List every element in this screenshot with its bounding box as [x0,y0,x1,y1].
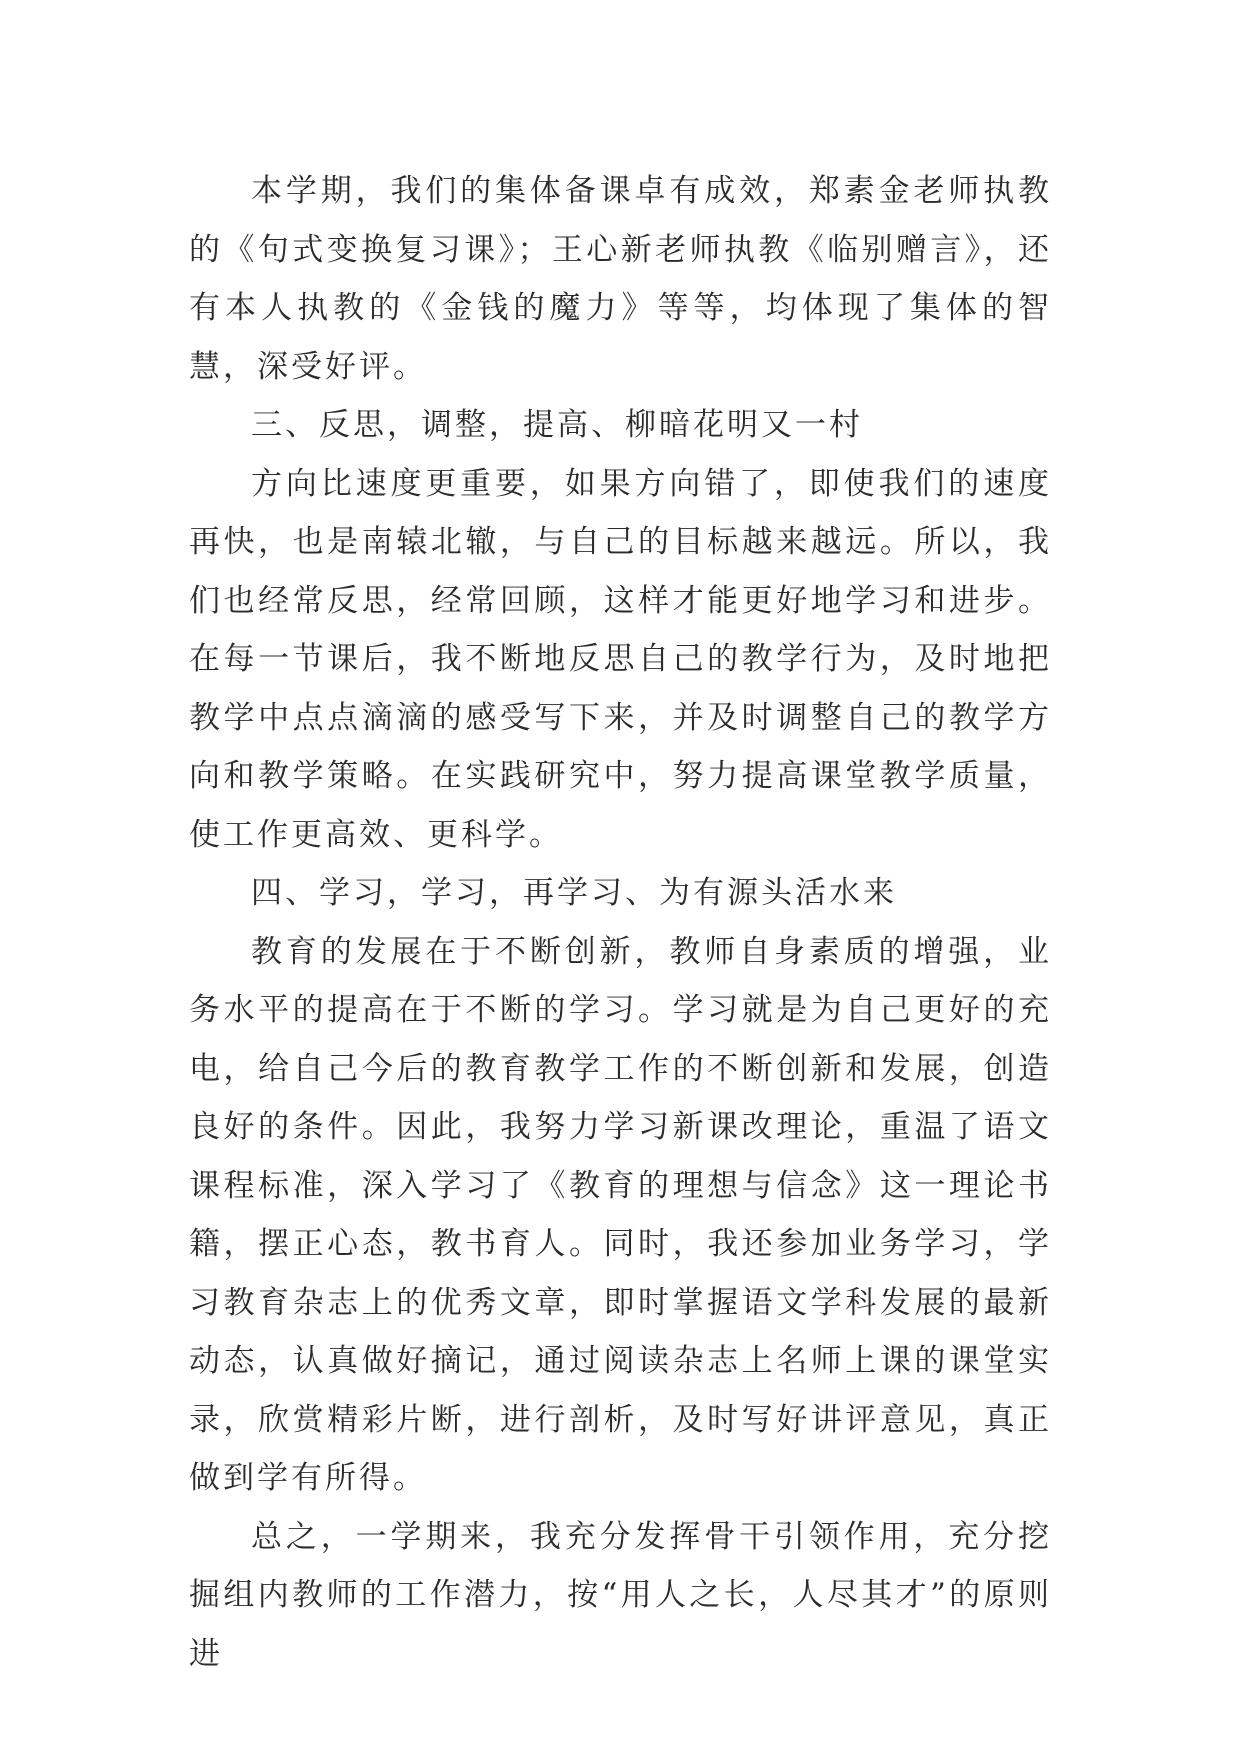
paragraph-learning: 教育的发展在于不断创新，教师自身素质的增强，业务水平的提高在于不断的学习。学习就是为自己更好的充电，给自己今后的教育教学工作的不断创新和发展，创造良好的条件。因此，我努力学习新课改理论，重温了语文课程标准，深入学习了《教育的理想与信念》这一理论书籍，摆正心态，教书育人。同时，我还参加业务学习，学习教育杂志上的优秀文章，即时掌握语文学科发展的最新动态，认真做好摘记，通过阅读杂志上名师上课的课堂实录，欣赏精彩片断，进行剖析，及时写好讲评意见，真正做到学有所得。 [189,933,1052,1496]
section-heading-3: 三、反思，调整，提高、柳暗花明又一村 [251,407,863,443]
section-heading-4: 四、学习，学习，再学习、为有源头活水来 [251,875,897,911]
paragraph-collective-lesson-prep: 本学期，我们的集体备课卓有成效，郑素金老师执教的《句式变换复习课》；王心新老师执教《临别赠言》，还有本人执教的《金钱的魔力》等等，均体现了集体的智慧，深受好评。 [189,173,1052,385]
document-body [189,162,1052,1683]
paragraph-summary: 总之，一学期来，我充分发挥骨干引领作用，充分挖掘组内教师的工作潜力，按“用人之长，人尽其才”的原则进 [189,1518,1052,1672]
paragraph-reflection: 方向比速度更重要，如果方向错了，即使我们的速度再快，也是南辕北辙，与自己的目标越来越远。所以，我们也经常反思，经常回顾，这样才能更好地学习和进步。在每一节课后，我不断地反思自己的教学行为，及时地把教学中点点滴滴的感受写下来，并及时调整自己的教学方向和教学策略。在实践研究中，努力提高课堂教学质量，使工作更高效、更科学。 [189,465,1052,853]
